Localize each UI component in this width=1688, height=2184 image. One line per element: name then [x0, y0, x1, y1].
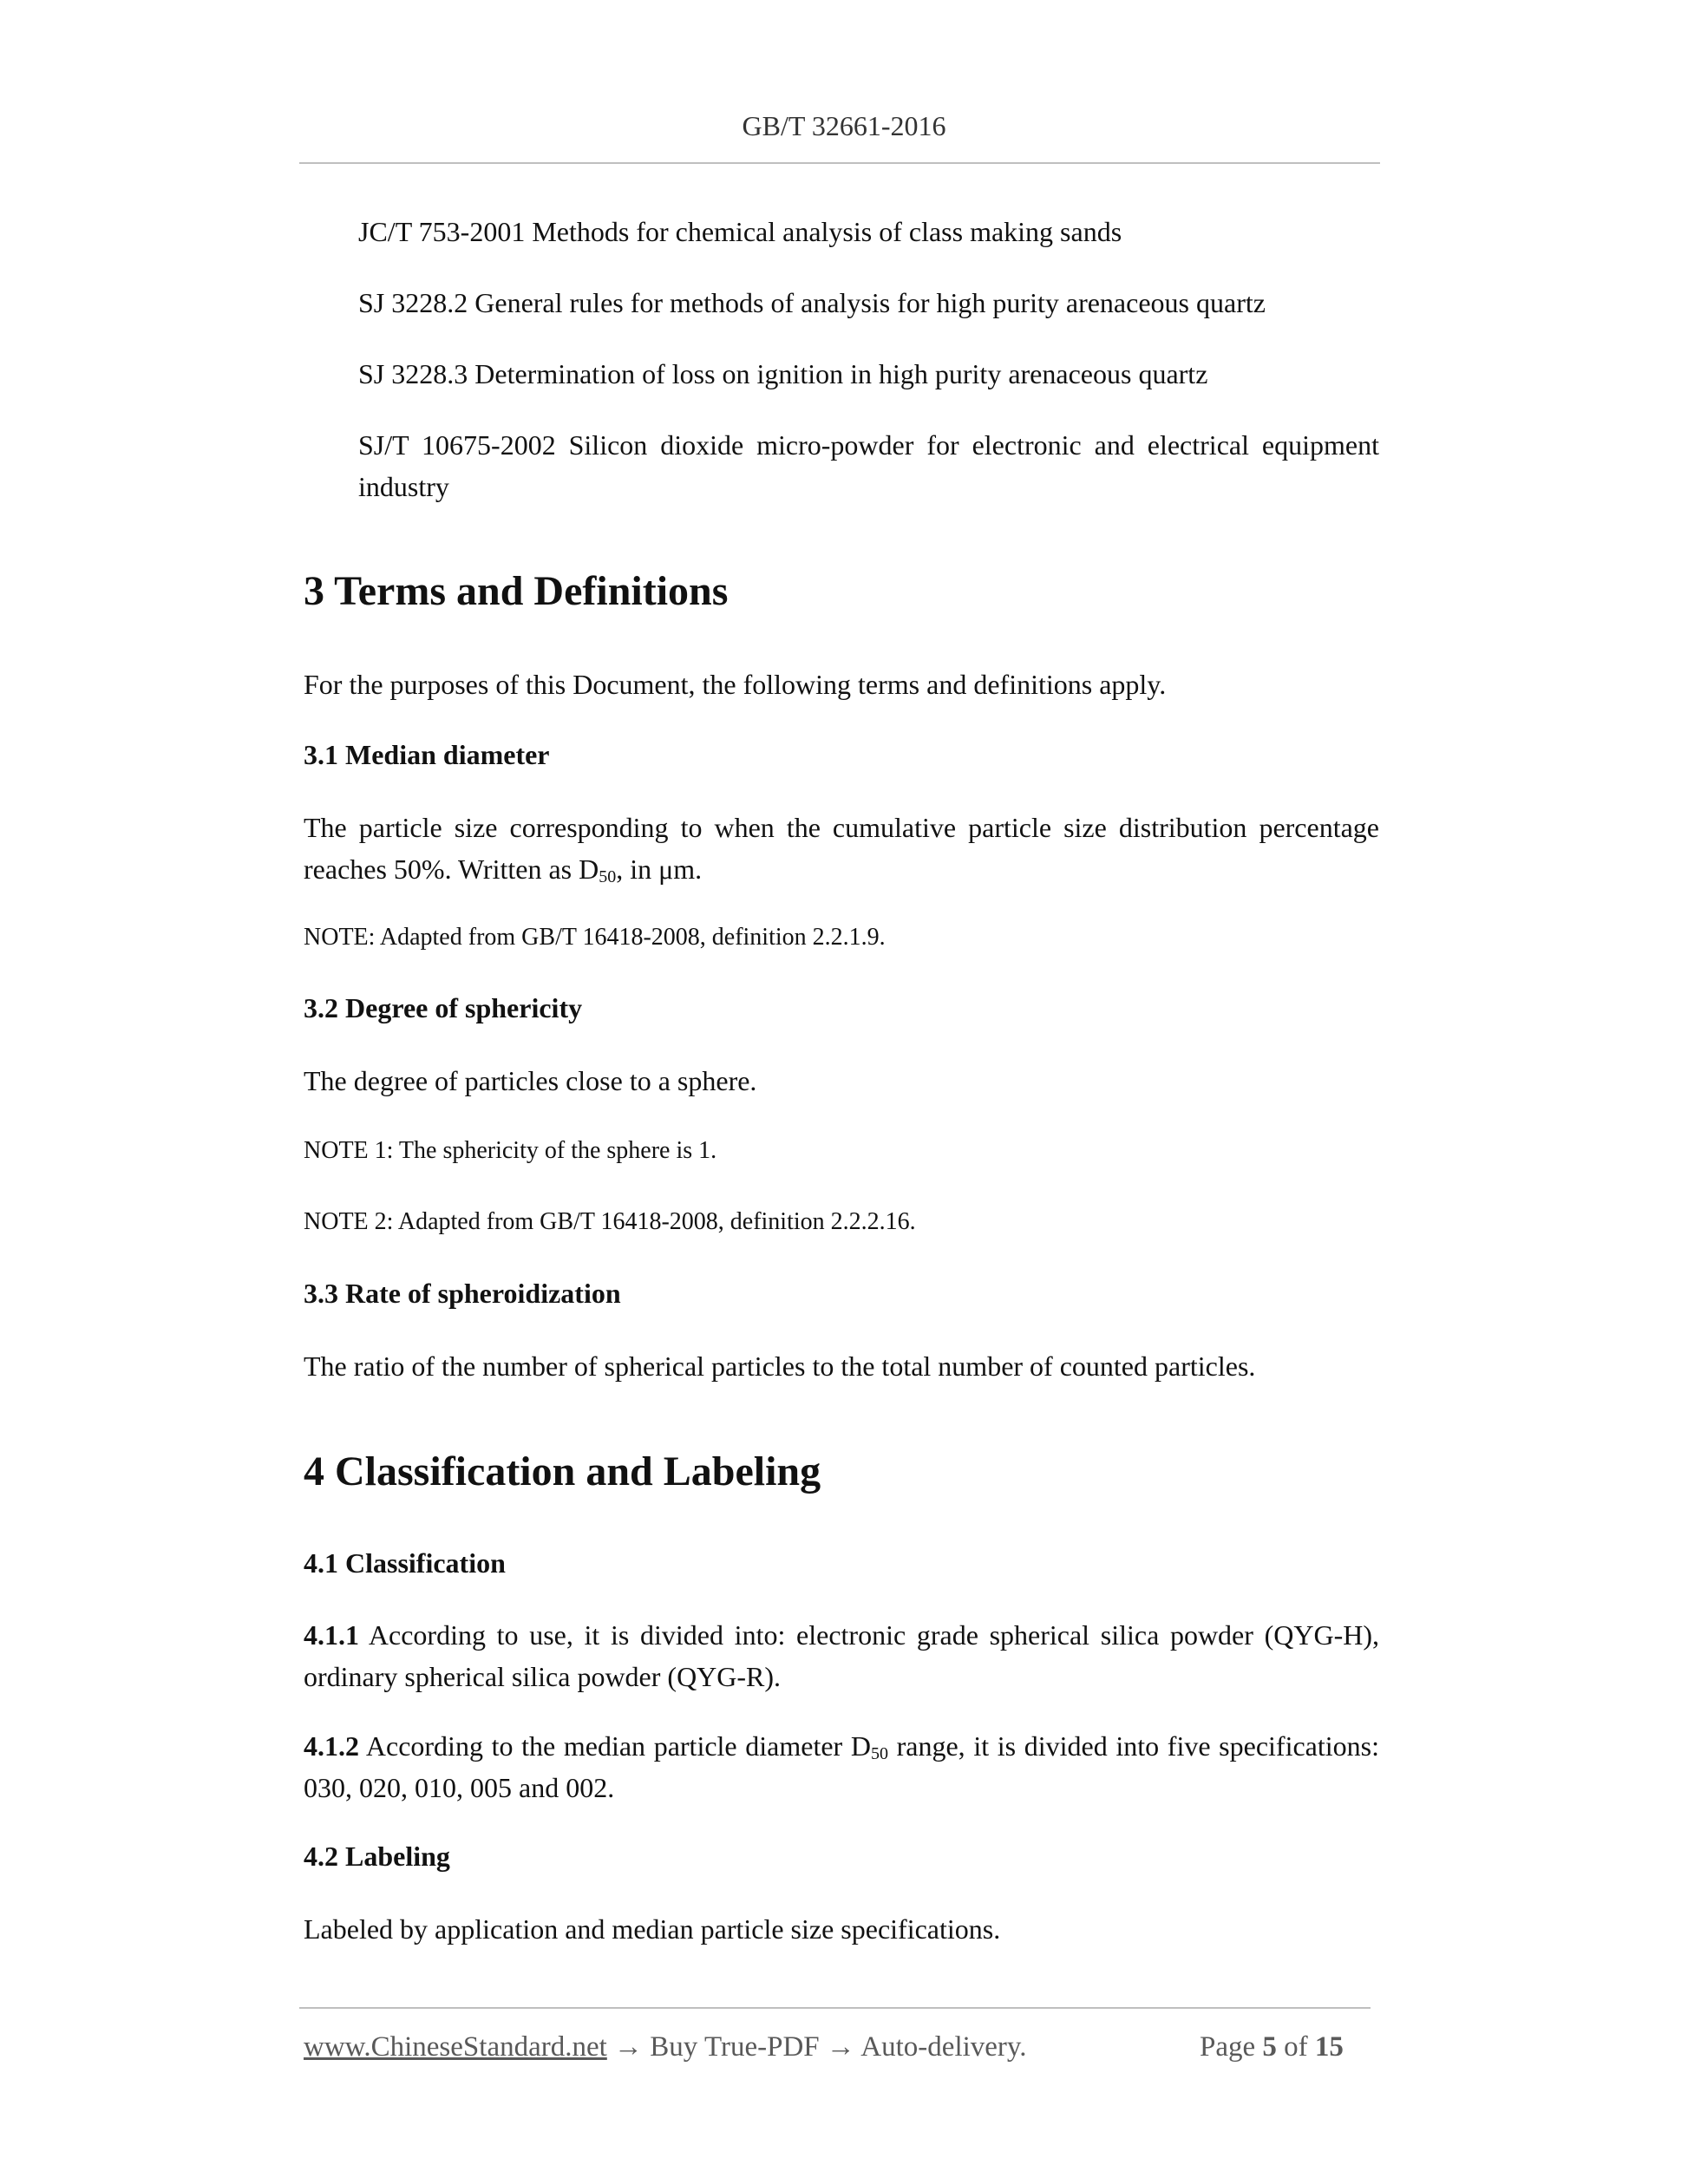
reference-item: SJ 3228.3 Determination of loss on ignition in high purity arenaceous quartz	[358, 358, 1208, 389]
clause-4-1-1	[304, 1614, 1379, 1697]
clause-4-1-2-text-b: range, it is divided into five specifications: 030, 020, 010, 005 and 002.	[304, 1730, 1380, 1803]
section-3-heading: 3 Terms and Definitions	[304, 568, 729, 614]
clause-4-1-heading: 4.1 Classification	[304, 1547, 506, 1579]
footer-page-label: Page	[1200, 2031, 1256, 2063]
term-3-3-heading: 3.3 Rate of spheroidization	[304, 1278, 621, 1309]
subscript-50: 50	[870, 1744, 888, 1763]
clause-4-1-2-text-a: According to the median particle diameter D	[359, 1730, 871, 1762]
term-3-1-text-b: , in μm.	[616, 853, 703, 885]
subscript-50: 50	[599, 867, 617, 886]
clause-4-2-text: Labeled by application and median particle size specifications.	[304, 1913, 1001, 1945]
footer-page-total: 15	[1314, 2031, 1344, 2063]
reference-item: SJ 3228.2 General rules for methods of analysis for high purity arenaceous quartz	[358, 287, 1266, 318]
footer-of-label: of	[1284, 2031, 1308, 2063]
term-3-2-note-2: NOTE 2: Adapted from GB/T 16418-2008, definition 2.2.2.16.	[304, 1208, 916, 1235]
term-3-1-note: NOTE: Adapted from GB/T 16418-2008, definition 2.2.1.9.	[304, 924, 886, 951]
clause-4-1-2	[304, 1725, 1379, 1808]
reference-item: SJ/T 10675-2002 Silicon dioxide micro-powder for electronic and electrical equipment industry	[358, 429, 1379, 502]
clause-4-2-heading: 4.2 Labeling	[304, 1841, 450, 1872]
header-rule	[299, 162, 1380, 164]
footer-website-link[interactable]: www.ChineseStandard.net	[304, 2031, 607, 2063]
clause-4-1-1-number: 4.1.1	[304, 1619, 359, 1651]
section-4-heading: 4 Classification and Labeling	[304, 1448, 821, 1494]
term-3-2-definition: The degree of particles close to a sphere.	[304, 1065, 757, 1096]
clause-4-1-2-number: 4.1.2	[304, 1730, 359, 1762]
footer-page-number: 5	[1262, 2031, 1277, 2063]
term-3-1-text-a: The particle size corresponding to when the cumulative particle size distribution percentage reaches 50%. Written as D	[304, 812, 1379, 885]
footer-buy-text: → Buy True-PDF → Auto-delivery.	[606, 2031, 1027, 2063]
term-3-3-definition: The ratio of the number of spherical particles to the total number of counted particles.	[304, 1350, 1256, 1382]
section-3-intro: For the purposes of this Document, the following terms and definitions apply.	[304, 669, 1167, 700]
term-3-1-definition	[304, 807, 1379, 890]
footer-page-indicator	[1200, 2028, 1344, 2066]
footer-left	[304, 2028, 1027, 2066]
term-3-2-note-1: NOTE 1: The sphericity of the sphere is 1.	[304, 1137, 717, 1164]
footer-rule	[299, 2007, 1371, 2009]
term-3-2-heading: 3.2 Degree of sphericity	[304, 992, 583, 1023]
term-3-1-heading: 3.1 Median diameter	[304, 739, 550, 770]
clause-4-1-1-text: According to use, it is divided into: electronic grade spherical silica powder (QYG-H), ordinary spherical silica powder (QYG-R).	[304, 1619, 1379, 1692]
reference-item: JC/T 753-2001 Methods for chemical analysis of class making sands	[358, 216, 1122, 247]
page-header-title: GB/T 32661-2016	[742, 110, 946, 141]
